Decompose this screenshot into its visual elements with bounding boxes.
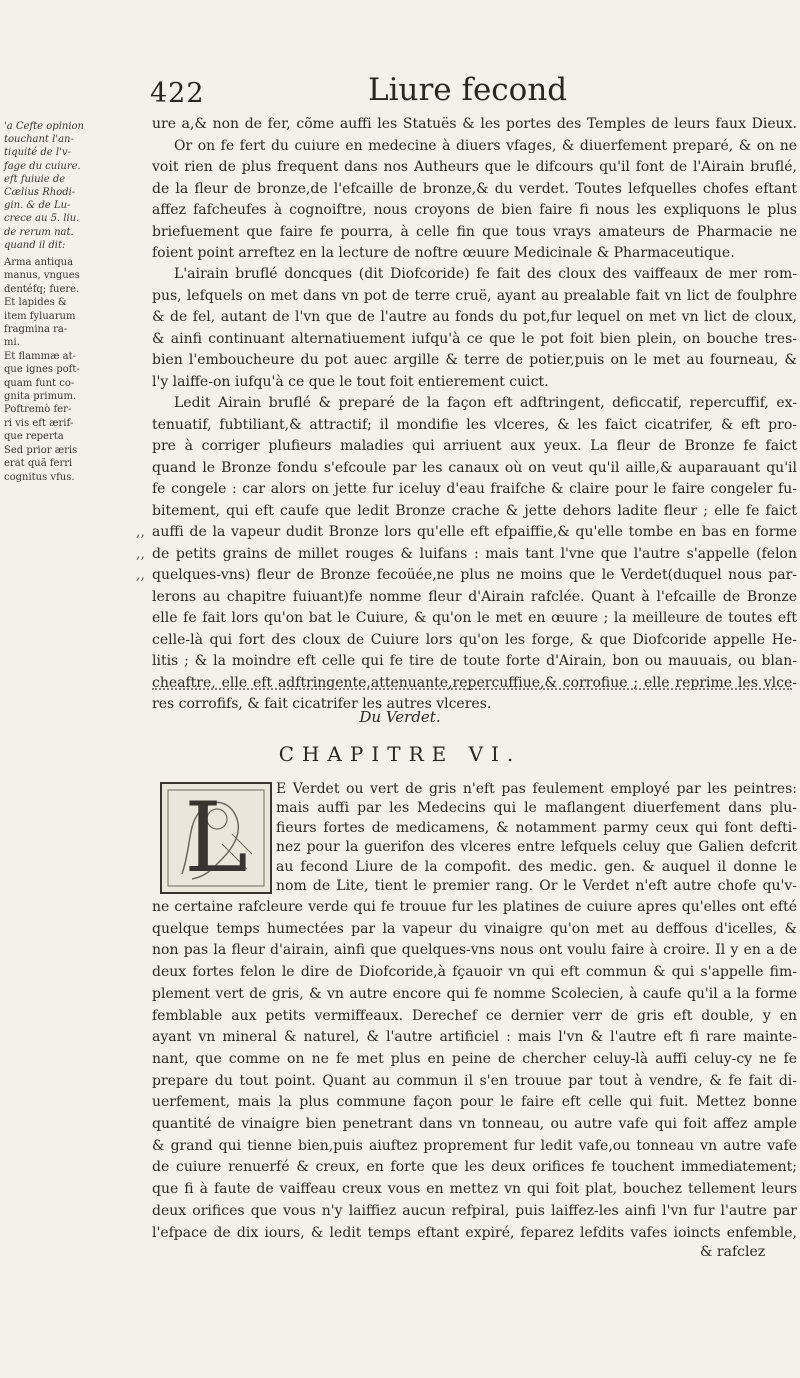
text-line: E Verdet ou vert de gris n'eft pas feulement employé par les peintres: — [276, 781, 797, 797]
text-line: elle fe fait lors qu'on bat le Cuiure, & qu'on le met en œuure ; la meilleure de toutes eft — [152, 610, 797, 626]
text-line: nom de Lite, tient le premier rang. Or le Verdet n'eft autre chofe qu'v- — [276, 878, 797, 895]
text-line: cheaftre, elle eft adftringente,attenuante,repercuffiue,& corrofiue ; elle reprime les vlce- — [152, 674, 797, 691]
text-line: uerfement, mais la plus commune façon pour le faire eft celle qui fuit. Mettez bonne — [152, 1094, 797, 1111]
margin-line: de rerum nat. — [4, 226, 74, 238]
text-line: & grand qui tienne bien,puis aiuftez proprement fur ledit vafe,ou tonneau vn autre vafe — [152, 1137, 797, 1154]
margin-line: ri vis eft ærif- — [4, 417, 74, 429]
margin-line: Et flammæ at- — [4, 350, 77, 362]
margin-line: 'a Cefte opinion — [4, 121, 84, 132]
text-line: quand le Bronze fondu s'efcoule par les canaux où on veut qu'il aille,& auparauant qu'il — [152, 459, 797, 476]
text-line: femblable aux petits vermiffeaux. Derechef ce dernier verr de gris eft double, y en — [152, 1007, 797, 1024]
margin-line: crece au 5. liu. — [4, 213, 80, 225]
margin-line: que ignes poft- — [4, 364, 80, 376]
quote-mark: ,, — [136, 524, 145, 540]
paragraph-verdet — [152, 897, 797, 1244]
margin-line: dentéfq; fuere. — [4, 283, 80, 295]
running-title: Liure fecond — [368, 72, 568, 108]
text-line: & de fel, autant de l'vn que de l'autre au fonds du pot,fur lequel on met vn lict de cloux, — [152, 309, 797, 325]
margin-note-lucretius — [4, 256, 150, 484]
text-line: foient point arreftez en la lecture de noftre œuure Medicinale & Pharmaceutique. — [152, 245, 735, 261]
text-line: Or on fe fert du cuiure en medecine à diuers vfages, & diuerfement preparé, & on ne — [174, 137, 797, 154]
text-line: quelques-vns) fleur de Bronze fecoüée,ne plus ne moins que le Verdet(duquel nous par- — [152, 567, 797, 583]
text-line: l'efpace de dix iours, & ledit temps eftant expiré, feparez lefdits vafes ioincts enfemble, — [152, 1224, 797, 1241]
quote-mark: ,, — [136, 545, 145, 562]
paragraph-verdet-intro — [276, 780, 797, 896]
text-line: ure a,& non de fer, cõme auffi les Statuës & les portes des Temples de leurs faux Dieux. — [152, 116, 797, 132]
text-line: de la fleur de bronze,de l'efcaille de bronze,& du verdet. Toutes lefquelles chofes eftant — [152, 180, 797, 197]
text-line: non pas la fleur d'airain, ainfi que quelques-vns nous ont voulu faire à croire. Il y en a de — [152, 942, 797, 959]
text-line: Ledit Airain bruflé & preparé de la façon eft adftringent, deficcatif, repercuffif, ex- — [174, 395, 797, 411]
margin-line: gnita primum. — [4, 391, 77, 403]
text-line: que fi à faute de vaiffeau creux vous en mettez vn qui foit plat, bouchez tellement leurs — [152, 1181, 797, 1198]
paragraph-burnt-copper — [152, 264, 797, 393]
text-line: pre à corriger plufieurs maladies qui arriuent aux yeux. La fleur de Bronze fe faict — [152, 438, 797, 454]
catchword: & rafclez — [700, 1244, 766, 1260]
margin-line: eft fuiuie de — [4, 173, 66, 185]
margin-line: Et lapides & — [4, 297, 67, 309]
text-line: deux orifices que vous n'y laiffiez aucun refpiral, puis laiffez-les ainfi l'vn fur l'autre par — [152, 1202, 797, 1219]
margin-line: quam funt co- — [4, 377, 75, 389]
text-line: de petits grains de millet rouges & luifans : mais tant l'vne que l'autre s'appelle (felon — [152, 545, 797, 562]
text-line: voit rien de plus frequent dans nos Autheurs que le difcours qu'il font de l'Airain bruflé, — [152, 159, 797, 175]
text-line: de cuiure renuerfé & creux, en forte que les deux orifices fe touchent immediatement; — [152, 1159, 797, 1176]
text-line: & ainfi continuant alternatiuement iufqu'à ce que le pot foit bien plein, on bouche tres- — [152, 330, 797, 347]
text-line: ne certaine rafcleure verde qui fe trouue fur les platines de cuiure apres qu'elles ont efté — [152, 899, 797, 915]
text-line: quantité de vinaigre bien penetrant dans vn tonneau, ou autre vafe qui foit affez ample — [152, 1116, 797, 1133]
text-line: pus, lefquels on met dans vn pot de terre cruë, ayant au prealable fait vn lict de foulphre — [152, 287, 797, 304]
margin-line: tiquité de l'v- — [4, 147, 71, 159]
margin-line: item fyluarum — [4, 310, 76, 322]
section-title: Du Verdet. — [359, 708, 441, 726]
margin-line: Sed prior æris — [4, 444, 78, 456]
text-line: litis ; & la moindre eft celle qui fe tire de toute forte d'Airain, bon ou mauuais, ou blan- — [152, 653, 797, 669]
text-line: res corrofifs, & fait cicatrifer les autres vlceres. — [152, 696, 492, 712]
text-line: plement vert de gris, & vn autre encore qui fe nomme Scolecien, à caufe qu'il a la forme — [152, 985, 797, 1002]
quote-marks — [136, 522, 148, 587]
text-line: L'airain bruflé doncques (dit Diofcoride) fe fait des cloux des vaiffeaux de mer rom- — [174, 266, 797, 282]
paragraph-bronze — [152, 393, 797, 716]
quote-mark: ,, — [136, 567, 145, 583]
margin-line: Arma antiqua — [4, 257, 74, 268]
text-line: l'y laiffe-on iufqu'à ce que le tout foit entierement cuict. — [152, 373, 549, 390]
text-line: briefuement que faire fe pourra, à celle fin que tous vrays amateurs de Pharmacie ne — [152, 223, 797, 240]
chapter-heading: CHAPITRE VI. — [278, 742, 522, 766]
paragraph-intro — [152, 114, 797, 265]
text-line: mais auffi par les Medecins qui le maflangent diuerfement dans plu- — [276, 800, 797, 817]
initial-letter: L — [184, 782, 248, 894]
margin-line: Poftremò fer- — [4, 404, 72, 416]
margin-note-antiquity — [4, 120, 150, 252]
margin-line: manus, vngues — [4, 270, 80, 282]
margin-line: erat quã ferri — [4, 458, 73, 470]
decorated-initial — [160, 782, 272, 894]
section-divider — [152, 688, 792, 690]
folio-number: 422 — [150, 78, 205, 109]
text-line: prepare du tout point. Quant au commun il s'en trouue par tout à vendre, & fe fait di- — [152, 1072, 797, 1089]
margin-line: fragmina ra- — [4, 324, 68, 336]
margin-line: que reperta — [4, 431, 64, 443]
text-line: quelque temps humectées par la vapeur du vinaigre qu'on met au deffous d'icelles, & — [152, 920, 797, 937]
text-line: nez pour la guerifon des vlceres entre lefquels celuy que Galien defcrit — [276, 839, 797, 856]
margin-line: Cælius Rhodi- — [4, 187, 76, 199]
text-line: bien l'emboucheure du pot auec argille & terre de potier,puis on le met au fourneau, & — [152, 352, 797, 368]
margin-line: quand il dit: — [4, 239, 66, 251]
text-line: fe congele : car alors on jette fur iceluy d'eau fraifche & claire pour le faire congeler fu- — [152, 481, 797, 497]
margin-line: fage du cuiure. — [4, 160, 81, 172]
text-line: auffi de la vapeur dudit Bronze lors qu'elle eft efpaiffie,& qu'elle tombe en bas en forme — [152, 524, 797, 540]
margin-line: gin. & de Lu- — [4, 200, 71, 212]
margin-line: mi. — [4, 337, 20, 349]
text-line: deux fortes felon le dire de Diofcoride,à fçauoir vn qui eft commun & qui s'appelle fim- — [152, 964, 797, 981]
text-line: fieurs fortes de medicamens, & notamment parmy ceux qui font defti- — [276, 819, 797, 836]
text-line: au fecond Liure de la compofit. des medic. gen. & auquel il donne le — [276, 858, 797, 875]
margin-line: touchant l'an- — [4, 134, 74, 146]
text-line: lerons au chapitre fuiuant)fe nomme fleur d'Airain rafclée. Quant à l'efcaille de Bronze — [152, 588, 797, 605]
text-line: celle-là qui fort des cloux de Cuiure lors qu'on les forge, & que Diofcoride appelle He- — [152, 631, 797, 648]
text-line: nant, que comme on ne fe met plus en peine de chercher celuy-là auffi celuy-cy ne fe — [152, 1050, 797, 1067]
text-line: bitement, qui eft caufe que ledit Bronze crache & jette dehors ladite fleur ; elle fe faict — [152, 502, 797, 519]
margin-line: cognitus vfus. — [4, 471, 75, 483]
text-line: ayant vn mineral & naturel, & l'autre artificiel : mais l'vn & l'autre eft fi rare mainte- — [152, 1029, 797, 1046]
text-line: affez fafcheufes à cognoiftre, nous croyons de bien faire fi nous les expliquons le plus — [152, 202, 797, 218]
text-line: tenuatif, fubtiliant,& attractif; il mondifie les vlceres, & les faict cicatrifer, & eft pro- — [152, 416, 797, 433]
